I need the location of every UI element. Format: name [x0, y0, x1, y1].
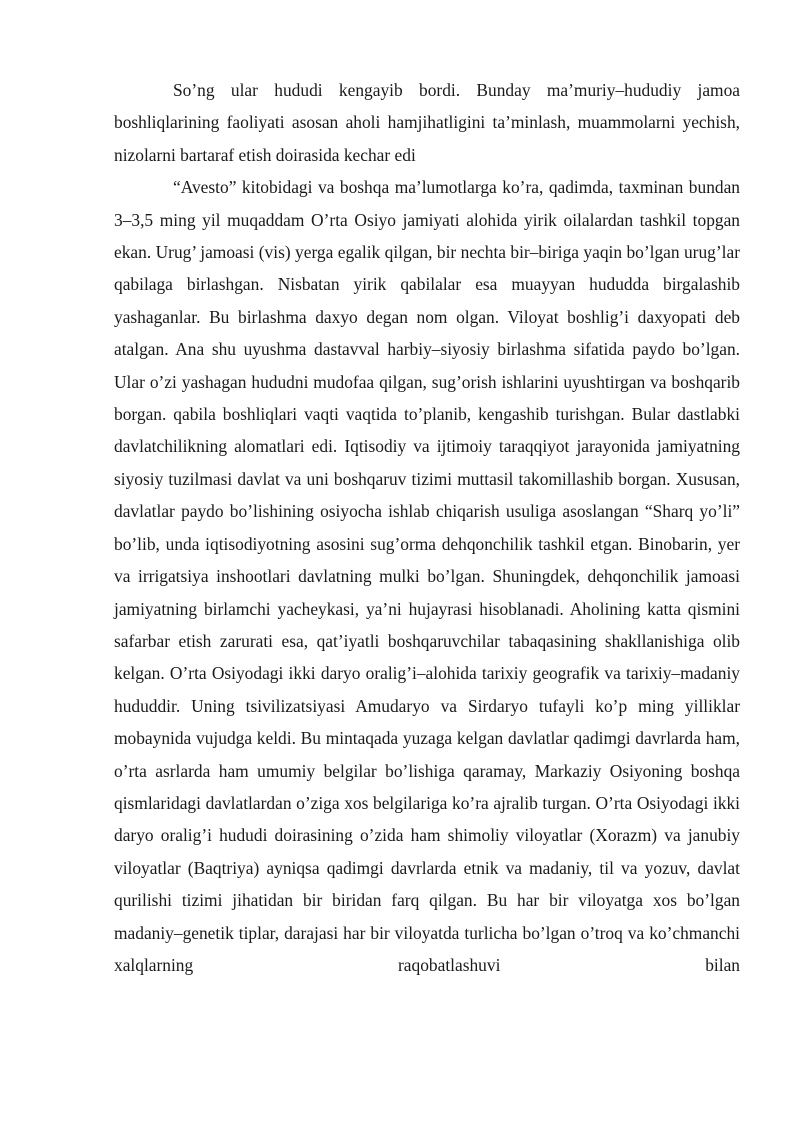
paragraph-2: “Avesto” kitobidagi va boshqa ma’lumotlarga ko’ra, qadimda, taxminan bundan 3–3,5 ming yil muqaddam O’rta Osiyo jamiyati alohida yirik oilalardan tashkil topgan ekan. Urug’ jamoasi (vis) yerga egalik qilgan, bir nechta bir–biriga yaqin bo’lgan urug’lar qabilaga birlashgan. Nisbatan yirik qabilalar esa muayyan hududda birgalashib yashaganlar. Bu birlashma daxyo degan nom olgan. Viloyat boshlig’i daxyopati deb atalgan. Ana shu uyushma dastavval harbiy–siyosiy birlashma sifatida paydo bo’lgan. Ular o’zi yashagan hududni mudofaa qilgan, sug’orish ishlarini uyushtirgan va boshqarib borgan. qabila boshliqlari vaqti vaqtida to’planib, kengashib turishgan. Bular dastlabki davlatchilikning alomatlari edi. Iqtisodiy va ijtimoiy taraqqiyot jarayonida jamiyatning siyosiy tuzilmasi davlat va uni boshqaruv tizimi muttasil takomillashib borgan. Xususan, davlatlar paydo bo’lishining osiyocha ishlab chiqarish usuliga asoslangan “Sharq yo’li” bo’lib, unda iqtisodiyotning asosini sug’orma dehqonchilik tashkil etgan. Binobarin, yer va irrigatsiya inshootlari davlatning mulki bo’lgan. Shuningdek, dehqonchilik jamoasi jamiyatning birlamchi yacheykasi, ya’ni hujayrasi hisoblanadi. Aholining katta qismini safarbar etish zarurati esa, qat’iyatli boshqaruvchilar tabaqasining shakllanishiga olib kelgan. O’rta Osiyodagi ikki daryo oralig’i–alohida tarixiy geografik va tarixiy–madaniy hududdir. Uning tsivilizatsiyasi Amudaryo va Sirdaryo tufayli ko’p ming yilliklar mobaynida vujudga keldi. Bu mintaqada yuzaga kelgan davlatlar qadimgi davrlarda ham, o’rta asrlarda ham umumiy belgilar bo’lishiga qaramay, Markaziy Osiyoning boshqa qismlaridagi davlatlardan o’ziga xos belgilariga ko’ra ajralib turgan. O’rta Osiyodagi ikki daryo oralig’i hududi doirasining o’zida ham shimoliy viloyatlar (Xorazm) va janubiy viloyatlar (Baqtriya) ayniqsa qadimgi davrlarda etnik va madaniy, til va yozuv, davlat qurilishi tizimi jihatidan bir biridan farq qilgan. Bu har bir viloyatga xos bo’lgan madaniy–genetik tiplar, darajasi har bir viloyatda turlicha bo’lgan o’troq va ko’chmanchi xalqlarning raqobatlashuvi bilan — [114, 177, 740, 975]
document-page — [114, 74, 740, 981]
paragraph-1: So’ng ular hududi kengayib bordi. Bunday ma’muriy–hududiy jamoa boshliqlarining faoliyati asosan aholi hamjihatligini ta’minlash, muammolarni yechish, nizolarni bartaraf etish doirasida kechar edi — [114, 80, 740, 165]
